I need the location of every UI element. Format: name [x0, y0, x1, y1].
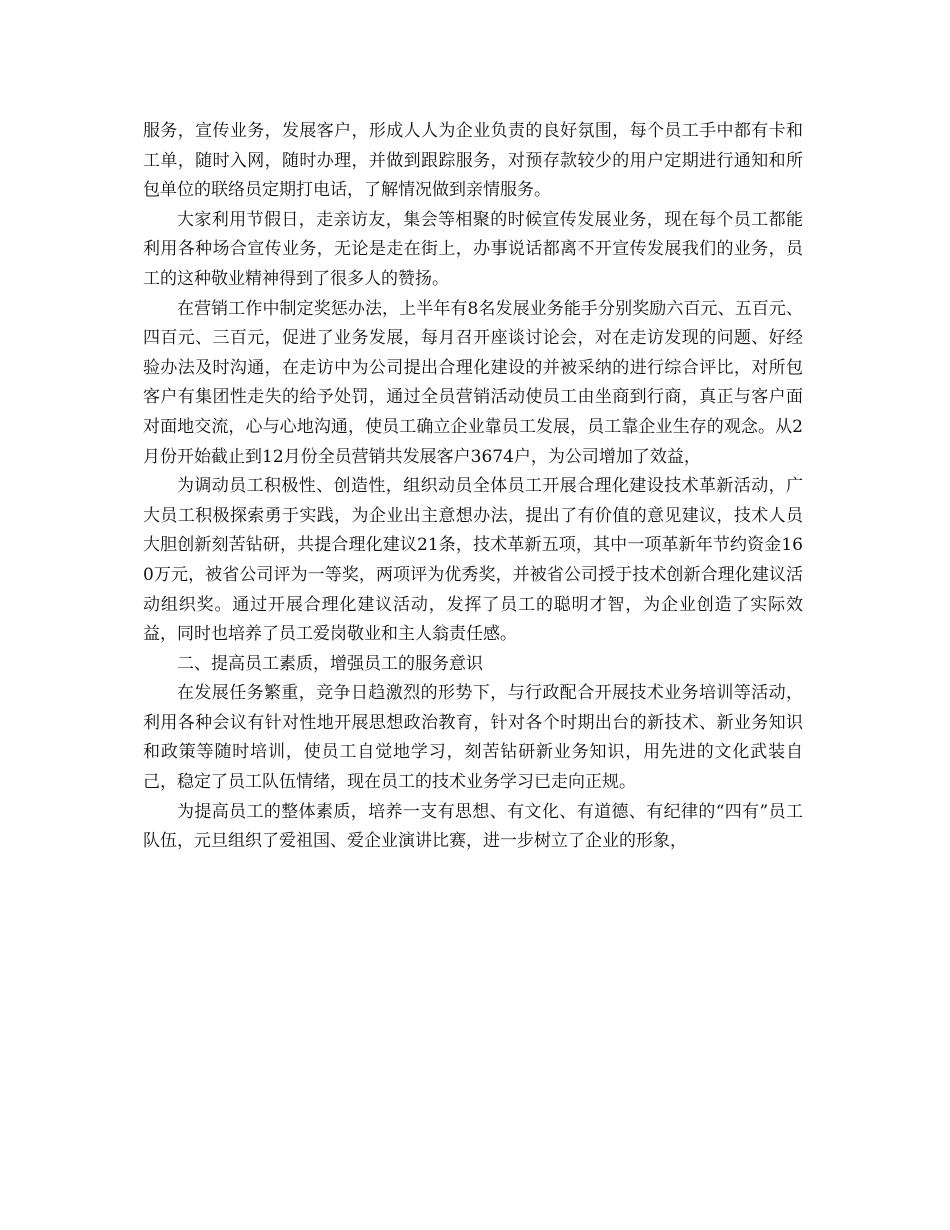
section-heading: 二、提高员工素质，增强员工的服务意识 [177, 653, 483, 674]
paragraph-6: 为提高员工的整体素质，培养一支有思想、有文化、有道德、有纪律的“四有”员工队伍，元旦组织了爱祖国、爱企业演讲比赛，进一步树立了企业的形象， [143, 801, 803, 852]
paragraph-1: 服务，宣传业务，发展客户，形成人人为企业负责的良好氛围，每个员工手中都有卡和工单，随时入网，随时办理，并做到跟踪服务，对预存款较少的用户定期进行通知和所包单位的联络员定期打电话，了解情况做到亲情服务。 [143, 121, 803, 201]
document-page [143, 117, 803, 857]
paragraph-3: 在营销工作中制定奖惩办法，上半年有8名发展业务能手分别奖励六百元、五百元、四百元、三百元，促进了业务发展，每月召开座谈讨论会，对在走访发现的问题、好经验办法及时沟通，在走访中为公司提出合理化建设的并被采纳的进行综合评比，对所包客户有集团性走失的给予处罚，通过全员营销活动使员工由坐商到行商，真正与客户面对面地交流，心与心地沟通，使员工确立企业靠员工发展，员工靠企业生存的观念。从2月份开始截止到12月份全员营销共发展客户3674户，为公司增加了效益， [143, 298, 803, 467]
paragraph-5: 在发展任务繁重，竞争日趋激烈的形势下，与行政配合开展技术业务培训等活动，利用各种会议有针对性地开展思想政治教育，针对各个时期出台的新技术、新业务知识和政策等随时培训，使员工自觉地学习，刻苦钻研新业务知识，用先进的文化武装自己，稳定了员工队伍情绪，现在员工的技术业务学习已走向正规。 [143, 683, 803, 793]
paragraph-4: 为调动员工积极性、创造性，组织动员全体员工开展合理化建设技术革新活动，广大员工积极探索勇于实践，为企业出主意想办法，提出了有价值的意见建议，技术人员大胆创新刻苦钻研，共提合理化建议21条，技术革新五项，其中一项革新年节约资金160万元，被省公司评为一等奖，两项评为优秀奖，并被省公司授于技术创新合理化建议活动组织奖。通过开展合理化建议活动，发挥了员工的聪明才智，为企业创造了实际效益，同时也培养了员工爱岗敬业和主人翁责任感。 [143, 476, 803, 645]
paragraph-2: 大家利用节假日，走亲访友，集会等相聚的时候宣传发展业务，现在每个员工都能利用各种场合宣传业务，无论是走在街上，办事说话都离不开宣传发展我们的业务，员工的这种敬业精神得到了很多人的赞扬。 [143, 209, 803, 289]
